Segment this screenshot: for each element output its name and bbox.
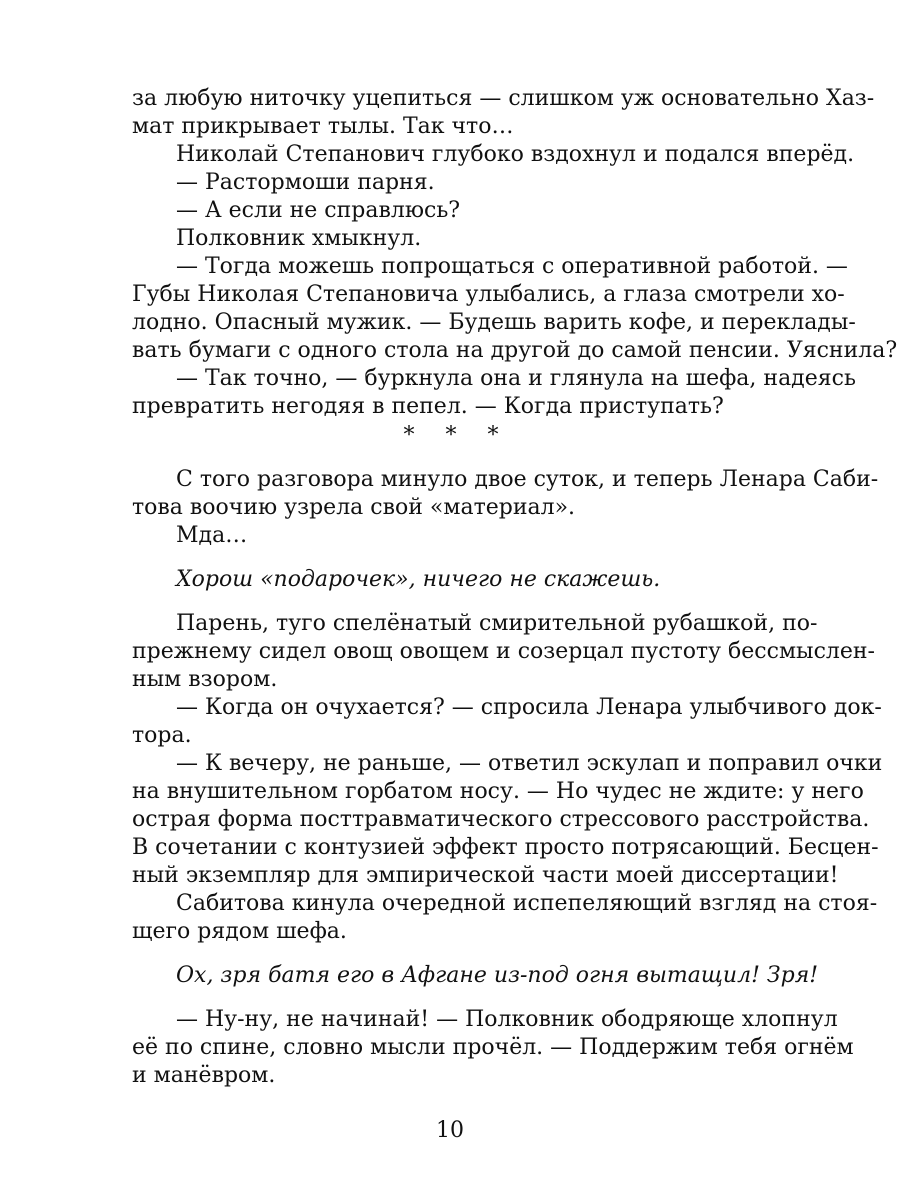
- text-line: — Ну-ну, не начинай! — Полковник ободряюще хлопнул: [176, 1007, 838, 1032]
- text-line: мат прикрывает тылы. Так что…: [132, 114, 514, 139]
- text-line: ным взором.: [132, 667, 278, 692]
- text-line: Полковник хмыкнул.: [176, 226, 422, 251]
- text-line: прежнему сидел овощ овощем и созерцал пустоту бессмыслен-: [132, 639, 875, 664]
- text-line: щего рядом шефа.: [132, 919, 347, 944]
- section-break: * * *: [403, 423, 511, 448]
- text-line: за любую ниточку уцепиться — слишком уж основательно Хаз-: [132, 86, 875, 111]
- text-line: на внушительном горбатом носу. — Но чудес не ждите: у него: [132, 779, 864, 804]
- page-number: 10: [436, 1118, 464, 1143]
- text-line: — Когда он очухается? — спросила Ленара улыбчивого док-: [176, 695, 882, 720]
- text-line: Николай Степанович глубоко вздохнул и подался вперёд.: [176, 142, 855, 167]
- body-text: [132, 85, 898, 1090]
- text-line: тора.: [132, 723, 192, 748]
- text-line: С того разговора минуло двое суток, и теперь Ленара Саби-: [176, 467, 879, 492]
- text-line: её по спине, словно мысли прочёл. — Поддержим тебя огнём: [132, 1035, 854, 1060]
- italic-thought: Хорош «подарочек», ничего не скажешь.: [176, 567, 661, 592]
- text-line: това воочию узрела свой «материал».: [132, 495, 576, 520]
- text-line: ный экземпляр для эмпирической части моей диссертации!: [132, 863, 839, 888]
- italic-thought: Ох, зря батя его в Афгане из-под огня вытащил! Зря!: [176, 963, 819, 988]
- text-line: Мда…: [176, 523, 248, 548]
- text-line: вать бумаги с одного стола на другой до самой пенсии. Уяснила?: [132, 338, 898, 363]
- text-line: — К вечеру, не раньше, — ответил эскулап и поправил очки: [176, 751, 883, 776]
- text-line: — Так точно, — буркнула она и глянула на шефа, надеясь: [176, 366, 856, 391]
- text-line: лодно. Опасный мужик. — Будешь варить кофе, и переклады-: [132, 310, 856, 335]
- text-line: — А если не справлюсь?: [176, 198, 461, 223]
- text-line: — Тогда можешь попрощаться с оперативной работой. —: [176, 254, 848, 279]
- text-line: — Растормоши парня.: [176, 170, 435, 195]
- text-line: превратить негодяя в пепел. — Когда приступать?: [132, 394, 724, 419]
- text-line: Сабитова кинула очередной испепеляющий взгляд на стоя-: [176, 891, 878, 916]
- text-line: Парень, туго спелёнатый смирительной рубашкой, по-: [176, 611, 818, 636]
- text-line: и манёвром.: [132, 1063, 276, 1088]
- text-line: Губы Николая Степановича улыбались, а глаза смотрели хо-: [132, 282, 845, 307]
- text-line: В сочетании с контузией эффект просто потрясающий. Бесцен-: [132, 835, 879, 860]
- text-line: острая форма посттравматического стрессового расстройства.: [132, 807, 870, 832]
